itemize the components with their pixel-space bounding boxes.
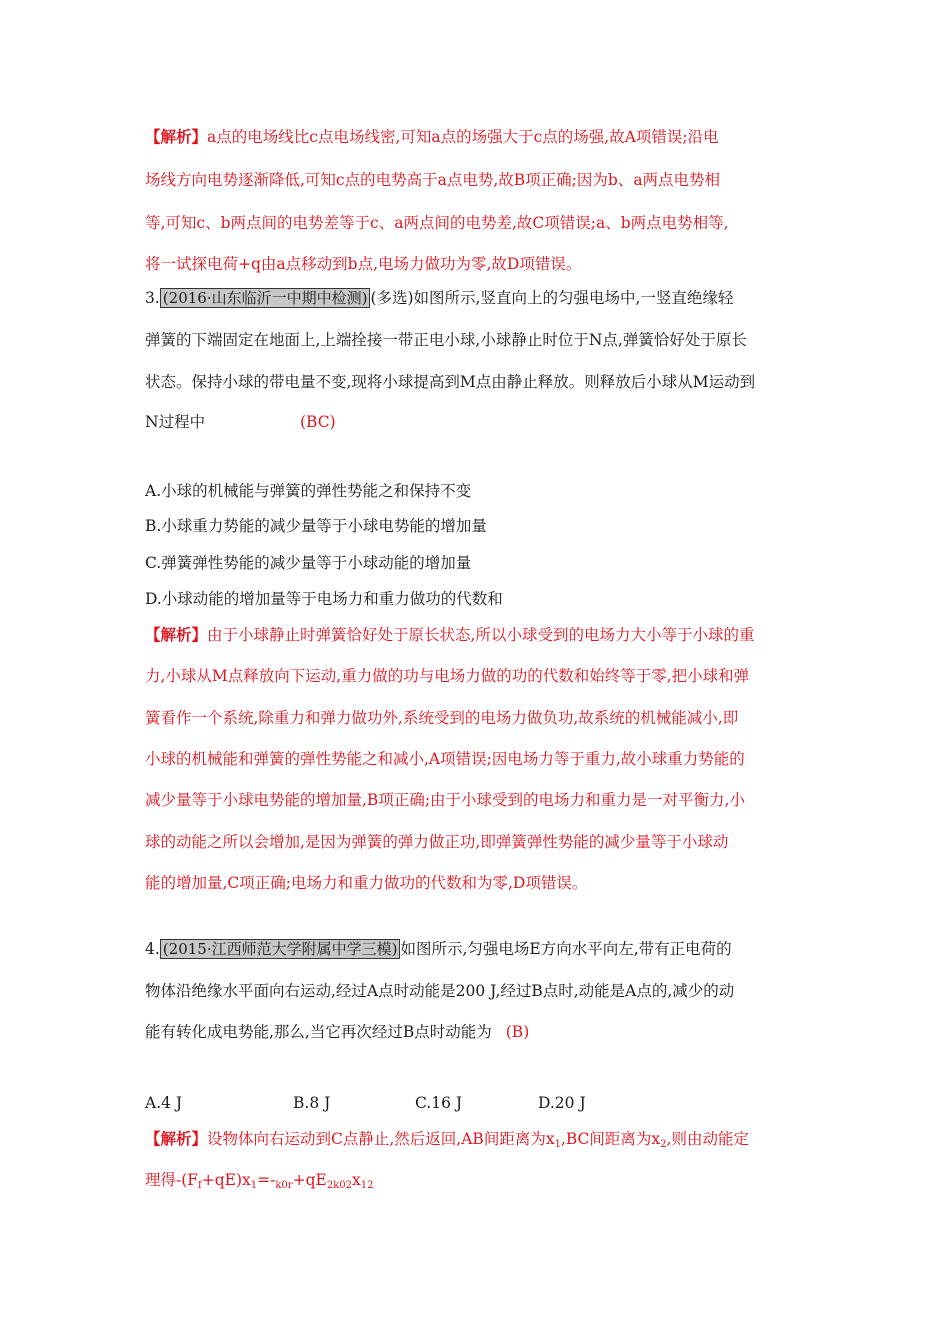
q3-answer: (BC) bbox=[300, 413, 336, 431]
q4-number: 4. bbox=[145, 940, 160, 958]
q3-option-c: C.弹簧弹性势能的减少量等于小球动能的增加量 bbox=[145, 554, 472, 572]
q3-analysis-label: 【解析】 bbox=[145, 625, 208, 644]
q4-answer: (B) bbox=[505, 1023, 530, 1041]
q3-analysis-line-5: 减少量等于小球电势能的增加量,B项正确;由于小球受到的电场力和重力是一对平衡力,小 bbox=[145, 791, 745, 809]
q3-option-b: B.小球重力势能的减少量等于小球电势能的增加量 bbox=[145, 517, 487, 535]
q3-analysis-line-3: 簧看作一个系统,除重力和弹力做功外,系统受到的电场力做负功,故系统的机械能减小,即 bbox=[145, 709, 739, 727]
q2-analysis-line-3: 等,可知c、b两点间的电势差等于c、a两点间的电势差,故C项错误;a、b两点电势相等, bbox=[145, 214, 729, 232]
q4-source-tag: (2015·江西师范大学附属中学三模) bbox=[160, 939, 401, 959]
q4-stem-line-1: 4. (2015·江西师范大学附属中学三模) 如图所示,匀强电场E方向水平向左,带有正电荷的 bbox=[145, 940, 732, 958]
q4-analysis-line-1: 【解析】设物体向右运动到C点静止,然后返回,AB间距离为$x_1,BC$间距离为$x_2$,则由动能定 bbox=[145, 1129, 749, 1150]
q4-analysis-label: 【解析】 bbox=[145, 1129, 208, 1148]
q3-stem-line-4: N过程中 (BC) bbox=[145, 413, 336, 431]
q3-stem-line-1: 3. (2016·山东临沂一中期中检测) (多选)如图所示,竖直向上的匀强电场中,一竖直绝缘轻 bbox=[145, 289, 734, 307]
q3-stem-line-2: 弹簧的下端固定在地面上,上端拴接一带正电小球,小球静止时位于N点,弹簧恰好处于原长 bbox=[145, 331, 747, 349]
q3-analysis-line-2: 力,小球从M点释放向下运动,重力做的功与电场力做的功的代数和始终等于零,把小球和弹 bbox=[145, 667, 750, 685]
q3-analysis-line-1: 【解析】由于小球静止时弹簧恰好处于原长状态,所以小球受到的电场力大小等于小球的重 bbox=[145, 625, 755, 644]
q3-source-tag: (2016·山东临沂一中期中检测) bbox=[160, 288, 371, 308]
q3-option-d: D.小球动能的增加量等于电场力和重力做功的代数和 bbox=[145, 590, 503, 608]
q4-option-b: B.8 J bbox=[293, 1094, 331, 1112]
q4-stem-line-2: 物体沿绝缘水平面向右运动,经过A点时动能是200 J,经过B点时,动能是A点的,减少的动 bbox=[145, 982, 735, 1000]
q4-options bbox=[145, 1093, 805, 1113]
q3-stem-line-3: 状态。保持小球的带电量不变,现将小球提高到M点由静止释放。则释放后小球从M运动到 bbox=[145, 373, 756, 391]
q4-analysis-line-2: 理得$-(F_f+qE)x_1=-_{k0r}+qE_{2k02}x_{12}$ bbox=[145, 1171, 374, 1191]
q3-number: 3. bbox=[145, 289, 160, 307]
q2-analysis-line-1: 【解析】a点的电场线比c点电场线密,可知a点的场强大于c点的场强,故A项错误;沿电 bbox=[145, 127, 719, 146]
q2-analysis-line-2: 场线方向电势逐渐降低,可知c点的电势高于a点电势,故B项正确;因为b、a两点电势相 bbox=[145, 171, 721, 189]
q3-option-a: A.小球的机械能与弹簧的弹性势能之和保持不变 bbox=[145, 482, 472, 500]
q4-stem-line-3: 能有转化成电势能,那么,当它再次经过B点时动能为 (B) bbox=[145, 1023, 530, 1041]
q4-option-d: D.20 J bbox=[538, 1094, 586, 1112]
q3-analysis-line-4: 小球的机械能和弹簧的弹性势能之和减小,A项错误;因电场力等于重力,故小球重力势能的 bbox=[145, 750, 745, 768]
q4-option-a: A.4 J bbox=[145, 1094, 183, 1112]
q2-analysis-label: 【解析】 bbox=[145, 127, 208, 146]
q2-analysis-line-4: 将一试探电荷+q由a点移动到b点,电场力做功为零,故D项错误。 bbox=[145, 255, 582, 273]
q3-analysis-line-7: 能的增加量,C项正确;电场力和重力做功的代数和为零,D项错误。 bbox=[145, 874, 588, 892]
q4-option-c: C.16 J bbox=[415, 1094, 463, 1112]
q3-analysis-line-6: 球的动能之所以会增加,是因为弹簧的弹力做正功,即弹簧弹性势能的减少量等于小球动 bbox=[145, 833, 729, 851]
